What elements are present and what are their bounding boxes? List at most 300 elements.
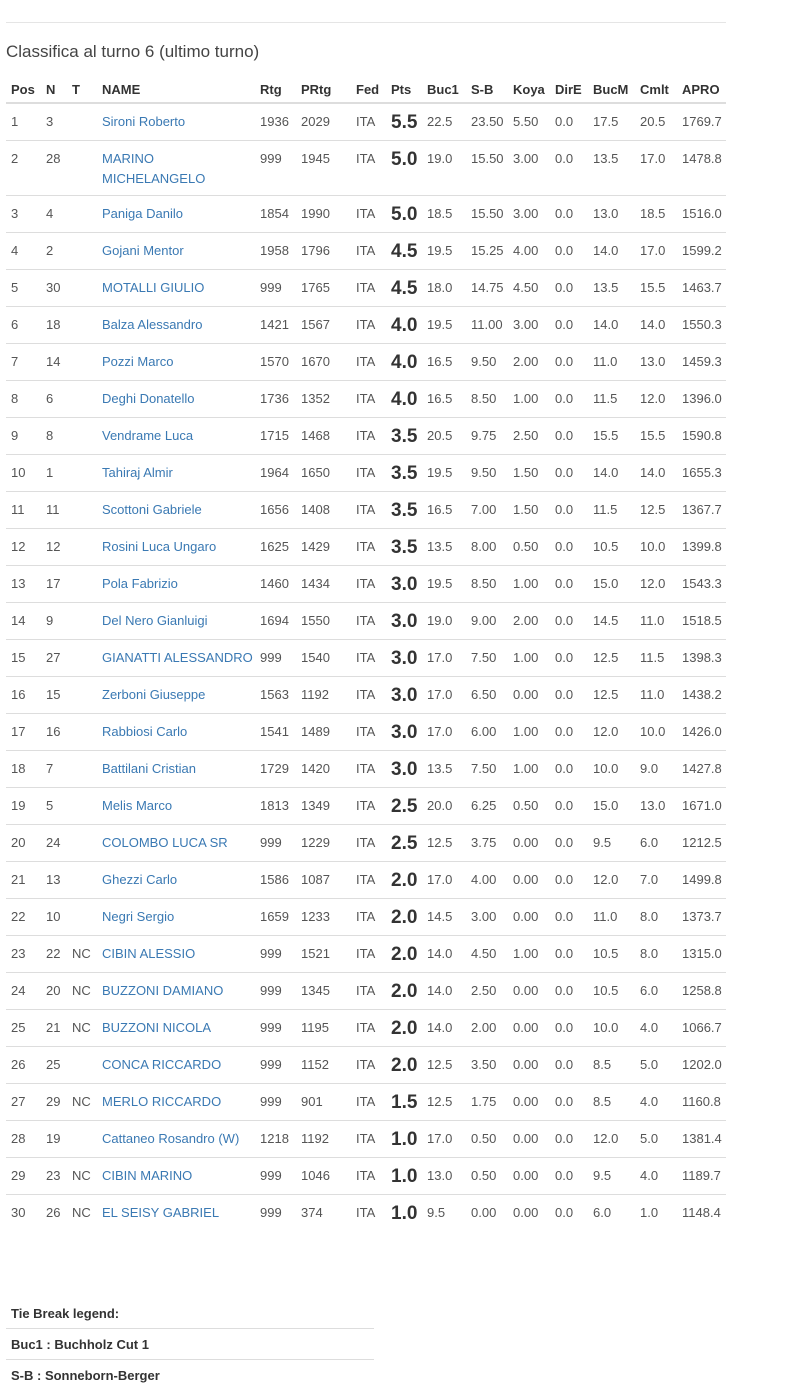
cell-buc1: 12.5: [422, 1084, 466, 1121]
cell-prtg: 1349: [296, 788, 351, 825]
cell-bucm: 14.0: [588, 233, 635, 270]
cell-rtg: 1570: [255, 344, 296, 381]
cell-rtg: 1854: [255, 196, 296, 233]
cell-pos: 6: [6, 307, 41, 344]
header-apro[interactable]: APRO: [677, 76, 726, 103]
cell-bucm: 15.0: [588, 788, 635, 825]
cell-rtg: 999: [255, 1084, 296, 1121]
cell-n: 11: [41, 492, 67, 529]
cell-apro: 1438.2: [677, 677, 726, 714]
cell-apro: 1459.3: [677, 344, 726, 381]
cell-apro: 1516.0: [677, 196, 726, 233]
cell-name: [97, 344, 255, 381]
cell-prtg: 1434: [296, 566, 351, 603]
cell-pos: 20: [6, 825, 41, 862]
cell-name: [97, 492, 255, 529]
cell-bucm: 12.5: [588, 640, 635, 677]
cell-prtg: 1567: [296, 307, 351, 344]
cell-apro: 1599.2: [677, 233, 726, 270]
table-row: [6, 751, 726, 788]
cell-rtg: 1563: [255, 677, 296, 714]
cell-fed: ITA: [351, 1121, 386, 1158]
cell-cmlt: 1.0: [635, 1195, 677, 1232]
cell-pos: 2: [6, 141, 41, 196]
cell-koya: 1.50: [508, 455, 550, 492]
cell-buc1: 16.5: [422, 492, 466, 529]
cell-pos: 27: [6, 1084, 41, 1121]
cell-cmlt: 17.0: [635, 233, 677, 270]
table-row: [6, 196, 726, 233]
header-sb[interactable]: S-B: [466, 76, 508, 103]
cell-pos: 16: [6, 677, 41, 714]
cell-pos: 7: [6, 344, 41, 381]
table-row: [6, 233, 726, 270]
cell-name: [97, 788, 255, 825]
cell-prtg: 1796: [296, 233, 351, 270]
cell-bucm: 8.5: [588, 1047, 635, 1084]
cell-pos: 30: [6, 1195, 41, 1232]
cell-sb: 9.50: [466, 344, 508, 381]
cell-prtg: 1521: [296, 936, 351, 973]
cell-buc1: 17.0: [422, 862, 466, 899]
cell-sb: 2.50: [466, 973, 508, 1010]
cell-dire: 0.0: [550, 640, 588, 677]
cell-n: 14: [41, 344, 67, 381]
cell-rtg: 1656: [255, 492, 296, 529]
player-name-link[interactable]: GIANATTI ALESSANDRO: [102, 650, 253, 665]
cell-dire: 0.0: [550, 1195, 588, 1232]
cell-buc1: 17.0: [422, 1121, 466, 1158]
cell-rtg: 999: [255, 141, 296, 196]
cell-pos: 10: [6, 455, 41, 492]
cell-buc1: 13.5: [422, 529, 466, 566]
cell-cmlt: 4.0: [635, 1084, 677, 1121]
player-name-link[interactable]: COLOMBO LUCA SR: [102, 835, 228, 850]
cell-prtg: 1489: [296, 714, 351, 751]
cell-apro: 1367.7: [677, 492, 726, 529]
table-row: [6, 640, 726, 677]
cell-dire: 0.0: [550, 381, 588, 418]
cell-t: [67, 344, 97, 381]
cell-t: [67, 270, 97, 307]
cell-cmlt: 8.0: [635, 899, 677, 936]
cell-cmlt: 11.0: [635, 603, 677, 640]
cell-koya: 5.50: [508, 103, 550, 141]
table-row: [6, 381, 726, 418]
cell-fed: ITA: [351, 418, 386, 455]
cell-n: 19: [41, 1121, 67, 1158]
cell-fed: ITA: [351, 529, 386, 566]
cell-cmlt: 15.5: [635, 270, 677, 307]
player-name-link[interactable]: Rosini Luca Ungaro: [102, 539, 216, 554]
cell-t: [67, 455, 97, 492]
cell-n: 6: [41, 381, 67, 418]
cell-prtg: 1550: [296, 603, 351, 640]
cell-apro: 1426.0: [677, 714, 726, 751]
header-cmlt[interactable]: Cmlt: [635, 76, 677, 103]
cell-pos: 21: [6, 862, 41, 899]
cell-name: [97, 603, 255, 640]
header-dire[interactable]: DirE: [550, 76, 588, 103]
player-name-link[interactable]: Deghi Donatello: [102, 391, 195, 406]
cell-fed: ITA: [351, 862, 386, 899]
table-row: [6, 418, 726, 455]
cell-t: [67, 788, 97, 825]
cell-pos: 18: [6, 751, 41, 788]
cell-t: [67, 899, 97, 936]
cell-apro: 1148.4: [677, 1195, 726, 1232]
cell-n: 23: [41, 1158, 67, 1195]
cell-cmlt: 11.5: [635, 640, 677, 677]
cell-pts: 2.0: [386, 1047, 422, 1084]
cell-buc1: 14.0: [422, 973, 466, 1010]
cell-bucm: 14.5: [588, 603, 635, 640]
cell-dire: 0.0: [550, 1010, 588, 1047]
cell-fed: ITA: [351, 103, 386, 141]
legend-item-buc1: Buc1 : Buchholz Cut 1: [6, 1329, 374, 1360]
header-pos[interactable]: Pos: [6, 76, 41, 103]
cell-fed: ITA: [351, 1010, 386, 1047]
cell-buc1: 17.0: [422, 714, 466, 751]
cell-sb: 9.75: [466, 418, 508, 455]
cell-bucm: 15.0: [588, 566, 635, 603]
cell-sb: 6.00: [466, 714, 508, 751]
cell-cmlt: 10.0: [635, 529, 677, 566]
cell-pts: 3.0: [386, 603, 422, 640]
table-row: [6, 1084, 726, 1121]
cell-name: [97, 529, 255, 566]
cell-rtg: 999: [255, 973, 296, 1010]
table-row: [6, 344, 726, 381]
cell-prtg: 1046: [296, 1158, 351, 1195]
player-name-link[interactable]: Ghezzi Carlo: [102, 872, 177, 887]
cell-fed: ITA: [351, 381, 386, 418]
player-name-link[interactable]: Tahiraj Almir: [102, 465, 173, 480]
cell-dire: 0.0: [550, 270, 588, 307]
cell-dire: 0.0: [550, 418, 588, 455]
player-name-link[interactable]: Pozzi Marco: [102, 354, 174, 369]
cell-bucm: 11.5: [588, 492, 635, 529]
cell-pts: 4.5: [386, 233, 422, 270]
header-fed[interactable]: Fed: [351, 76, 386, 103]
cell-rtg: 1813: [255, 788, 296, 825]
cell-buc1: 18.0: [422, 270, 466, 307]
cell-pos: 13: [6, 566, 41, 603]
player-name-link[interactable]: Balza Alessandro: [102, 317, 202, 332]
header-koya[interactable]: Koya: [508, 76, 550, 103]
player-name-link[interactable]: Zerboni Giuseppe: [102, 687, 205, 702]
cell-n: 21: [41, 1010, 67, 1047]
cell-pos: 12: [6, 529, 41, 566]
cell-rtg: 1694: [255, 603, 296, 640]
cell-koya: 1.00: [508, 640, 550, 677]
cell-cmlt: 9.0: [635, 751, 677, 788]
cell-prtg: 1990: [296, 196, 351, 233]
cell-t: NC: [67, 973, 97, 1010]
cell-bucm: 6.0: [588, 1195, 635, 1232]
cell-dire: 0.0: [550, 103, 588, 141]
player-name-link[interactable]: Cattaneo Rosandro (W): [102, 1131, 239, 1146]
cell-n: 12: [41, 529, 67, 566]
player-name-link[interactable]: Negri Sergio: [102, 909, 174, 924]
cell-pts: 3.5: [386, 492, 422, 529]
cell-name: [97, 677, 255, 714]
cell-rtg: 1625: [255, 529, 296, 566]
cell-n: 7: [41, 751, 67, 788]
cell-bucm: 12.0: [588, 862, 635, 899]
cell-pts: 2.0: [386, 899, 422, 936]
cell-t: [67, 640, 97, 677]
player-name-link[interactable]: EL SEISY GABRIEL: [102, 1205, 219, 1220]
cell-dire: 0.0: [550, 1084, 588, 1121]
cell-pts: 1.0: [386, 1195, 422, 1232]
cell-buc1: 13.5: [422, 751, 466, 788]
player-name-link[interactable]: CONCA RICCARDO: [102, 1057, 221, 1072]
cell-t: NC: [67, 1195, 97, 1232]
cell-koya: 4.50: [508, 270, 550, 307]
player-name-link[interactable]: Pola Fabrizio: [102, 576, 178, 591]
cell-prtg: 2029: [296, 103, 351, 141]
cell-fed: ITA: [351, 677, 386, 714]
player-name-link[interactable]: MARINO MICHELANGELO: [102, 151, 205, 186]
cell-t: [67, 103, 97, 141]
cell-bucm: 12.0: [588, 1121, 635, 1158]
cell-fed: ITA: [351, 640, 386, 677]
cell-buc1: 17.0: [422, 640, 466, 677]
cell-buc1: 19.5: [422, 233, 466, 270]
player-name-link[interactable]: CIBIN ALESSIO: [102, 946, 195, 961]
cell-rtg: 999: [255, 1047, 296, 1084]
cell-prtg: 1650: [296, 455, 351, 492]
player-name-link[interactable]: Paniga Danilo: [102, 206, 183, 221]
header-name[interactable]: NAME: [97, 76, 255, 103]
cell-fed: ITA: [351, 603, 386, 640]
cell-apro: 1550.3: [677, 307, 726, 344]
cell-rtg: 1460: [255, 566, 296, 603]
header-n[interactable]: N: [41, 76, 67, 103]
cell-dire: 0.0: [550, 307, 588, 344]
cell-cmlt: 7.0: [635, 862, 677, 899]
cell-t: NC: [67, 1084, 97, 1121]
cell-buc1: 17.0: [422, 677, 466, 714]
player-name-link[interactable]: CIBIN MARINO: [102, 1168, 192, 1183]
cell-rtg: 1421: [255, 307, 296, 344]
cell-koya: 4.00: [508, 233, 550, 270]
table-row: [6, 714, 726, 751]
cell-name: [97, 973, 255, 1010]
cell-buc1: 19.0: [422, 141, 466, 196]
player-name-link[interactable]: Scottoni Gabriele: [102, 502, 202, 517]
player-name-link[interactable]: Del Nero Gianluigi: [102, 613, 208, 628]
cell-fed: ITA: [351, 270, 386, 307]
cell-koya: 0.00: [508, 825, 550, 862]
cell-name: [97, 714, 255, 751]
player-name-link[interactable]: Melis Marco: [102, 798, 172, 813]
cell-buc1: 19.5: [422, 566, 466, 603]
table-row: [6, 141, 726, 196]
cell-n: 3: [41, 103, 67, 141]
table-row: [6, 936, 726, 973]
cell-cmlt: 14.0: [635, 307, 677, 344]
cell-pts: 3.0: [386, 640, 422, 677]
cell-prtg: 1087: [296, 862, 351, 899]
header-t[interactable]: T: [67, 76, 97, 103]
cell-pos: 5: [6, 270, 41, 307]
cell-koya: 0.00: [508, 1158, 550, 1195]
cell-apro: 1427.8: [677, 751, 726, 788]
cell-fed: ITA: [351, 751, 386, 788]
cell-sb: 1.75: [466, 1084, 508, 1121]
cell-rtg: 1715: [255, 418, 296, 455]
player-name-link[interactable]: Gojani Mentor: [102, 243, 184, 258]
cell-t: [67, 714, 97, 751]
player-name-link[interactable]: MERLO RICCARDO: [102, 1094, 221, 1109]
cell-pos: 17: [6, 714, 41, 751]
header-bucm[interactable]: BucM: [588, 76, 635, 103]
cell-sb: 7.00: [466, 492, 508, 529]
cell-fed: ITA: [351, 936, 386, 973]
cell-koya: 0.50: [508, 529, 550, 566]
cell-t: [67, 825, 97, 862]
table-row: [6, 677, 726, 714]
cell-n: 20: [41, 973, 67, 1010]
cell-buc1: 9.5: [422, 1195, 466, 1232]
cell-pts: 3.5: [386, 418, 422, 455]
cell-cmlt: 5.0: [635, 1047, 677, 1084]
cell-t: [67, 1047, 97, 1084]
cell-name: [97, 103, 255, 141]
cell-buc1: 22.5: [422, 103, 466, 141]
cell-sb: 9.00: [466, 603, 508, 640]
cell-fed: ITA: [351, 344, 386, 381]
cell-t: [67, 677, 97, 714]
cell-prtg: 1229: [296, 825, 351, 862]
cell-rtg: 1218: [255, 1121, 296, 1158]
cell-t: NC: [67, 1158, 97, 1195]
player-name-link[interactable]: Vendrame Luca: [102, 428, 193, 443]
cell-koya: 2.50: [508, 418, 550, 455]
player-name-link[interactable]: Rabbiosi Carlo: [102, 724, 187, 739]
player-name-link[interactable]: BUZZONI NICOLA: [102, 1020, 211, 1035]
player-name-link[interactable]: MOTALLI GIULIO: [102, 280, 204, 295]
cell-fed: ITA: [351, 455, 386, 492]
cell-fed: ITA: [351, 714, 386, 751]
cell-n: 15: [41, 677, 67, 714]
cell-pts: 1.0: [386, 1158, 422, 1195]
cell-dire: 0.0: [550, 973, 588, 1010]
table-row: [6, 270, 726, 307]
cell-apro: 1381.4: [677, 1121, 726, 1158]
cell-buc1: 14.0: [422, 1010, 466, 1047]
cell-koya: 1.00: [508, 566, 550, 603]
cell-bucm: 12.5: [588, 677, 635, 714]
cell-pos: 22: [6, 899, 41, 936]
cell-koya: 2.00: [508, 603, 550, 640]
table-row: [6, 529, 726, 566]
cell-n: 26: [41, 1195, 67, 1232]
cell-fed: ITA: [351, 1195, 386, 1232]
cell-cmlt: 11.0: [635, 677, 677, 714]
cell-name: [97, 141, 255, 196]
cell-rtg: 1541: [255, 714, 296, 751]
cell-cmlt: 6.0: [635, 973, 677, 1010]
header-buc1[interactable]: Buc1: [422, 76, 466, 103]
cell-name: [97, 196, 255, 233]
cell-pts: 3.5: [386, 529, 422, 566]
cell-rtg: 1936: [255, 103, 296, 141]
cell-name: [97, 751, 255, 788]
cell-bucm: 14.0: [588, 307, 635, 344]
cell-prtg: 1420: [296, 751, 351, 788]
cell-n: 13: [41, 862, 67, 899]
player-name-link[interactable]: BUZZONI DAMIANO: [102, 983, 223, 998]
cell-cmlt: 4.0: [635, 1158, 677, 1195]
cell-fed: ITA: [351, 307, 386, 344]
cell-dire: 0.0: [550, 825, 588, 862]
cell-sb: 4.00: [466, 862, 508, 899]
cell-t: NC: [67, 936, 97, 973]
cell-fed: ITA: [351, 825, 386, 862]
cell-dire: 0.0: [550, 455, 588, 492]
cell-apro: 1499.8: [677, 862, 726, 899]
cell-rtg: 999: [255, 1010, 296, 1047]
cell-bucm: 13.5: [588, 141, 635, 196]
cell-pts: 4.5: [386, 270, 422, 307]
table-row: [6, 103, 726, 141]
table-row: [6, 973, 726, 1010]
cell-apro: 1518.5: [677, 603, 726, 640]
cell-rtg: 1586: [255, 862, 296, 899]
cell-fed: ITA: [351, 233, 386, 270]
cell-cmlt: 12.5: [635, 492, 677, 529]
cell-sb: 8.50: [466, 381, 508, 418]
cell-apro: 1478.8: [677, 141, 726, 196]
cell-dire: 0.0: [550, 936, 588, 973]
cell-pts: 2.0: [386, 1010, 422, 1047]
cell-pts: 4.0: [386, 381, 422, 418]
legend-title: Tie Break legend:: [6, 1298, 374, 1329]
cell-prtg: 1192: [296, 677, 351, 714]
player-name-link[interactable]: Sironi Roberto: [102, 114, 185, 129]
cell-sb: 14.75: [466, 270, 508, 307]
cell-pts: 3.5: [386, 455, 422, 492]
header-rtg[interactable]: Rtg: [255, 76, 296, 103]
cell-name: [97, 307, 255, 344]
standings-body: [6, 103, 726, 1231]
cell-name: [97, 862, 255, 899]
cell-koya: 0.50: [508, 788, 550, 825]
cell-t: [67, 418, 97, 455]
header-pts[interactable]: Pts: [386, 76, 422, 103]
cell-apro: 1655.3: [677, 455, 726, 492]
cell-apro: 1160.8: [677, 1084, 726, 1121]
cell-pts: 1.0: [386, 1121, 422, 1158]
cell-rtg: 1736: [255, 381, 296, 418]
cell-buc1: 12.5: [422, 1047, 466, 1084]
header-prtg[interactable]: PRtg: [296, 76, 351, 103]
cell-apro: 1189.7: [677, 1158, 726, 1195]
cell-prtg: 1192: [296, 1121, 351, 1158]
cell-buc1: 20.5: [422, 418, 466, 455]
cell-pos: 1: [6, 103, 41, 141]
cell-sb: 15.50: [466, 141, 508, 196]
cell-prtg: 1195: [296, 1010, 351, 1047]
cell-n: 9: [41, 603, 67, 640]
cell-sb: 7.50: [466, 640, 508, 677]
cell-apro: 1590.8: [677, 418, 726, 455]
cell-n: 2: [41, 233, 67, 270]
player-name-link[interactable]: Battilani Cristian: [102, 761, 196, 776]
